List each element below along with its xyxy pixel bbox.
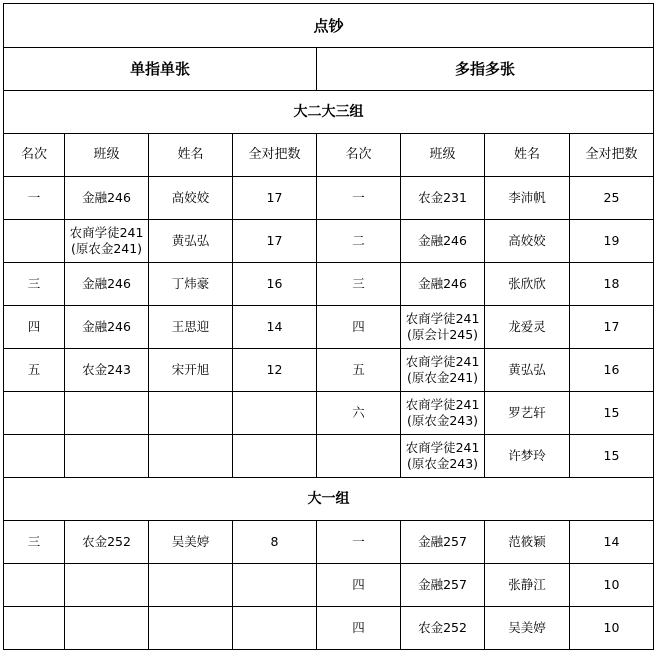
count-cell: 17 — [233, 220, 317, 263]
class-cell: 农金243 — [65, 349, 149, 392]
class-cell — [65, 435, 149, 478]
name-cell: 李沛帆 — [485, 177, 570, 220]
rank-cell — [4, 392, 65, 435]
rank-cell: 五 — [4, 349, 65, 392]
table-row — [4, 306, 654, 349]
count-cell: 19 — [570, 220, 654, 263]
count-cell — [233, 564, 317, 607]
class-line-1: 农商学徒241 — [405, 354, 480, 369]
class-line-2: (原农金243) — [406, 456, 479, 471]
column-header: 姓名 — [149, 134, 233, 177]
name-cell: 黄弘弘 — [149, 220, 233, 263]
count-cell: 17 — [233, 177, 317, 220]
class-cell — [401, 392, 485, 435]
rank-cell: 六 — [317, 392, 401, 435]
rank-cell — [317, 435, 401, 478]
table-row — [4, 392, 654, 435]
name-cell: 吴美婷 — [485, 607, 570, 650]
name-cell: 黄弘弘 — [485, 349, 570, 392]
name-cell: 龙爱灵 — [485, 306, 570, 349]
column-header: 全对把数 — [233, 134, 317, 177]
class-cell — [65, 564, 149, 607]
rank-cell — [4, 564, 65, 607]
class-cell — [65, 220, 149, 263]
class-line-2: (原会计245) — [406, 327, 479, 342]
class-cell: 金融246 — [65, 306, 149, 349]
table-row — [4, 263, 654, 306]
rank-cell: 四 — [317, 306, 401, 349]
rank-cell — [4, 435, 65, 478]
name-cell: 罗艺轩 — [485, 392, 570, 435]
column-header: 班级 — [401, 134, 485, 177]
column-header: 班级 — [65, 134, 149, 177]
count-cell: 25 — [570, 177, 654, 220]
name-cell: 高姣姣 — [149, 177, 233, 220]
name-cell: 吴美婷 — [149, 521, 233, 564]
name-cell: 高姣姣 — [485, 220, 570, 263]
class-cell: 农金231 — [401, 177, 485, 220]
class-cell — [65, 607, 149, 650]
class-line-2: (原农金243) — [406, 413, 479, 428]
group-heading: 大二大三组 — [4, 91, 654, 134]
count-cell: 16 — [233, 263, 317, 306]
class-line-1: 农商学徒241 — [69, 225, 144, 240]
rank-cell: 五 — [317, 349, 401, 392]
count-cell: 16 — [570, 349, 654, 392]
table-row — [4, 521, 654, 564]
name-cell — [149, 392, 233, 435]
class-cell — [65, 392, 149, 435]
rank-cell: 三 — [4, 263, 65, 306]
table-row — [4, 564, 654, 607]
table-row — [4, 435, 654, 478]
class-line-2: (原农金241) — [70, 241, 143, 256]
name-cell — [149, 564, 233, 607]
count-cell: 8 — [233, 521, 317, 564]
table-row — [4, 177, 654, 220]
class-cell — [401, 435, 485, 478]
class-cell — [401, 349, 485, 392]
ranking-table — [3, 3, 654, 650]
name-cell: 许梦玲 — [485, 435, 570, 478]
class-cell: 金融257 — [401, 564, 485, 607]
single-finger-heading: 单指单张 — [4, 48, 317, 91]
rank-cell — [4, 220, 65, 263]
header-row — [4, 134, 654, 177]
count-cell: 14 — [570, 521, 654, 564]
rank-cell: 三 — [317, 263, 401, 306]
column-header: 名次 — [317, 134, 401, 177]
class-cell: 农金252 — [65, 521, 149, 564]
rank-cell: 一 — [317, 177, 401, 220]
count-cell — [233, 607, 317, 650]
count-cell: 14 — [233, 306, 317, 349]
count-cell: 18 — [570, 263, 654, 306]
class-line-2: (原农金241) — [406, 370, 479, 385]
rank-cell: 一 — [317, 521, 401, 564]
group-heading: 大一组 — [4, 478, 654, 521]
name-cell — [149, 435, 233, 478]
count-cell: 10 — [570, 564, 654, 607]
name-cell: 丁炜豪 — [149, 263, 233, 306]
count-cell: 15 — [570, 435, 654, 478]
rank-cell: 一 — [4, 177, 65, 220]
class-line-1: 农商学徒241 — [405, 440, 480, 455]
count-cell: 17 — [570, 306, 654, 349]
multi-finger-heading: 多指多张 — [317, 48, 654, 91]
column-header: 名次 — [4, 134, 65, 177]
name-cell — [149, 607, 233, 650]
class-cell: 金融246 — [65, 177, 149, 220]
class-line-1: 农商学徒241 — [405, 397, 480, 412]
rank-cell: 二 — [317, 220, 401, 263]
table-row — [4, 607, 654, 650]
class-line-1: 农商学徒241 — [405, 311, 480, 326]
class-cell — [401, 306, 485, 349]
rank-cell: 四 — [317, 607, 401, 650]
count-cell: 10 — [570, 607, 654, 650]
count-cell: 12 — [233, 349, 317, 392]
count-cell — [233, 435, 317, 478]
name-cell: 张静江 — [485, 564, 570, 607]
column-header: 全对把数 — [570, 134, 654, 177]
table-row — [4, 220, 654, 263]
name-cell: 范筱颖 — [485, 521, 570, 564]
table-row — [4, 349, 654, 392]
class-cell: 金融246 — [401, 220, 485, 263]
class-cell: 农金252 — [401, 607, 485, 650]
column-header: 姓名 — [485, 134, 570, 177]
rank-cell: 四 — [4, 306, 65, 349]
group-row — [4, 91, 654, 134]
rank-cell: 三 — [4, 521, 65, 564]
count-cell — [233, 392, 317, 435]
table-title: 点钞 — [4, 4, 654, 48]
count-cell: 15 — [570, 392, 654, 435]
name-cell: 王思迎 — [149, 306, 233, 349]
rank-cell: 四 — [317, 564, 401, 607]
rank-cell — [4, 607, 65, 650]
group-row — [4, 478, 654, 521]
name-cell: 宋开旭 — [149, 349, 233, 392]
class-cell: 金融246 — [65, 263, 149, 306]
class-cell: 金融246 — [401, 263, 485, 306]
name-cell: 张欣欣 — [485, 263, 570, 306]
class-cell: 金融257 — [401, 521, 485, 564]
